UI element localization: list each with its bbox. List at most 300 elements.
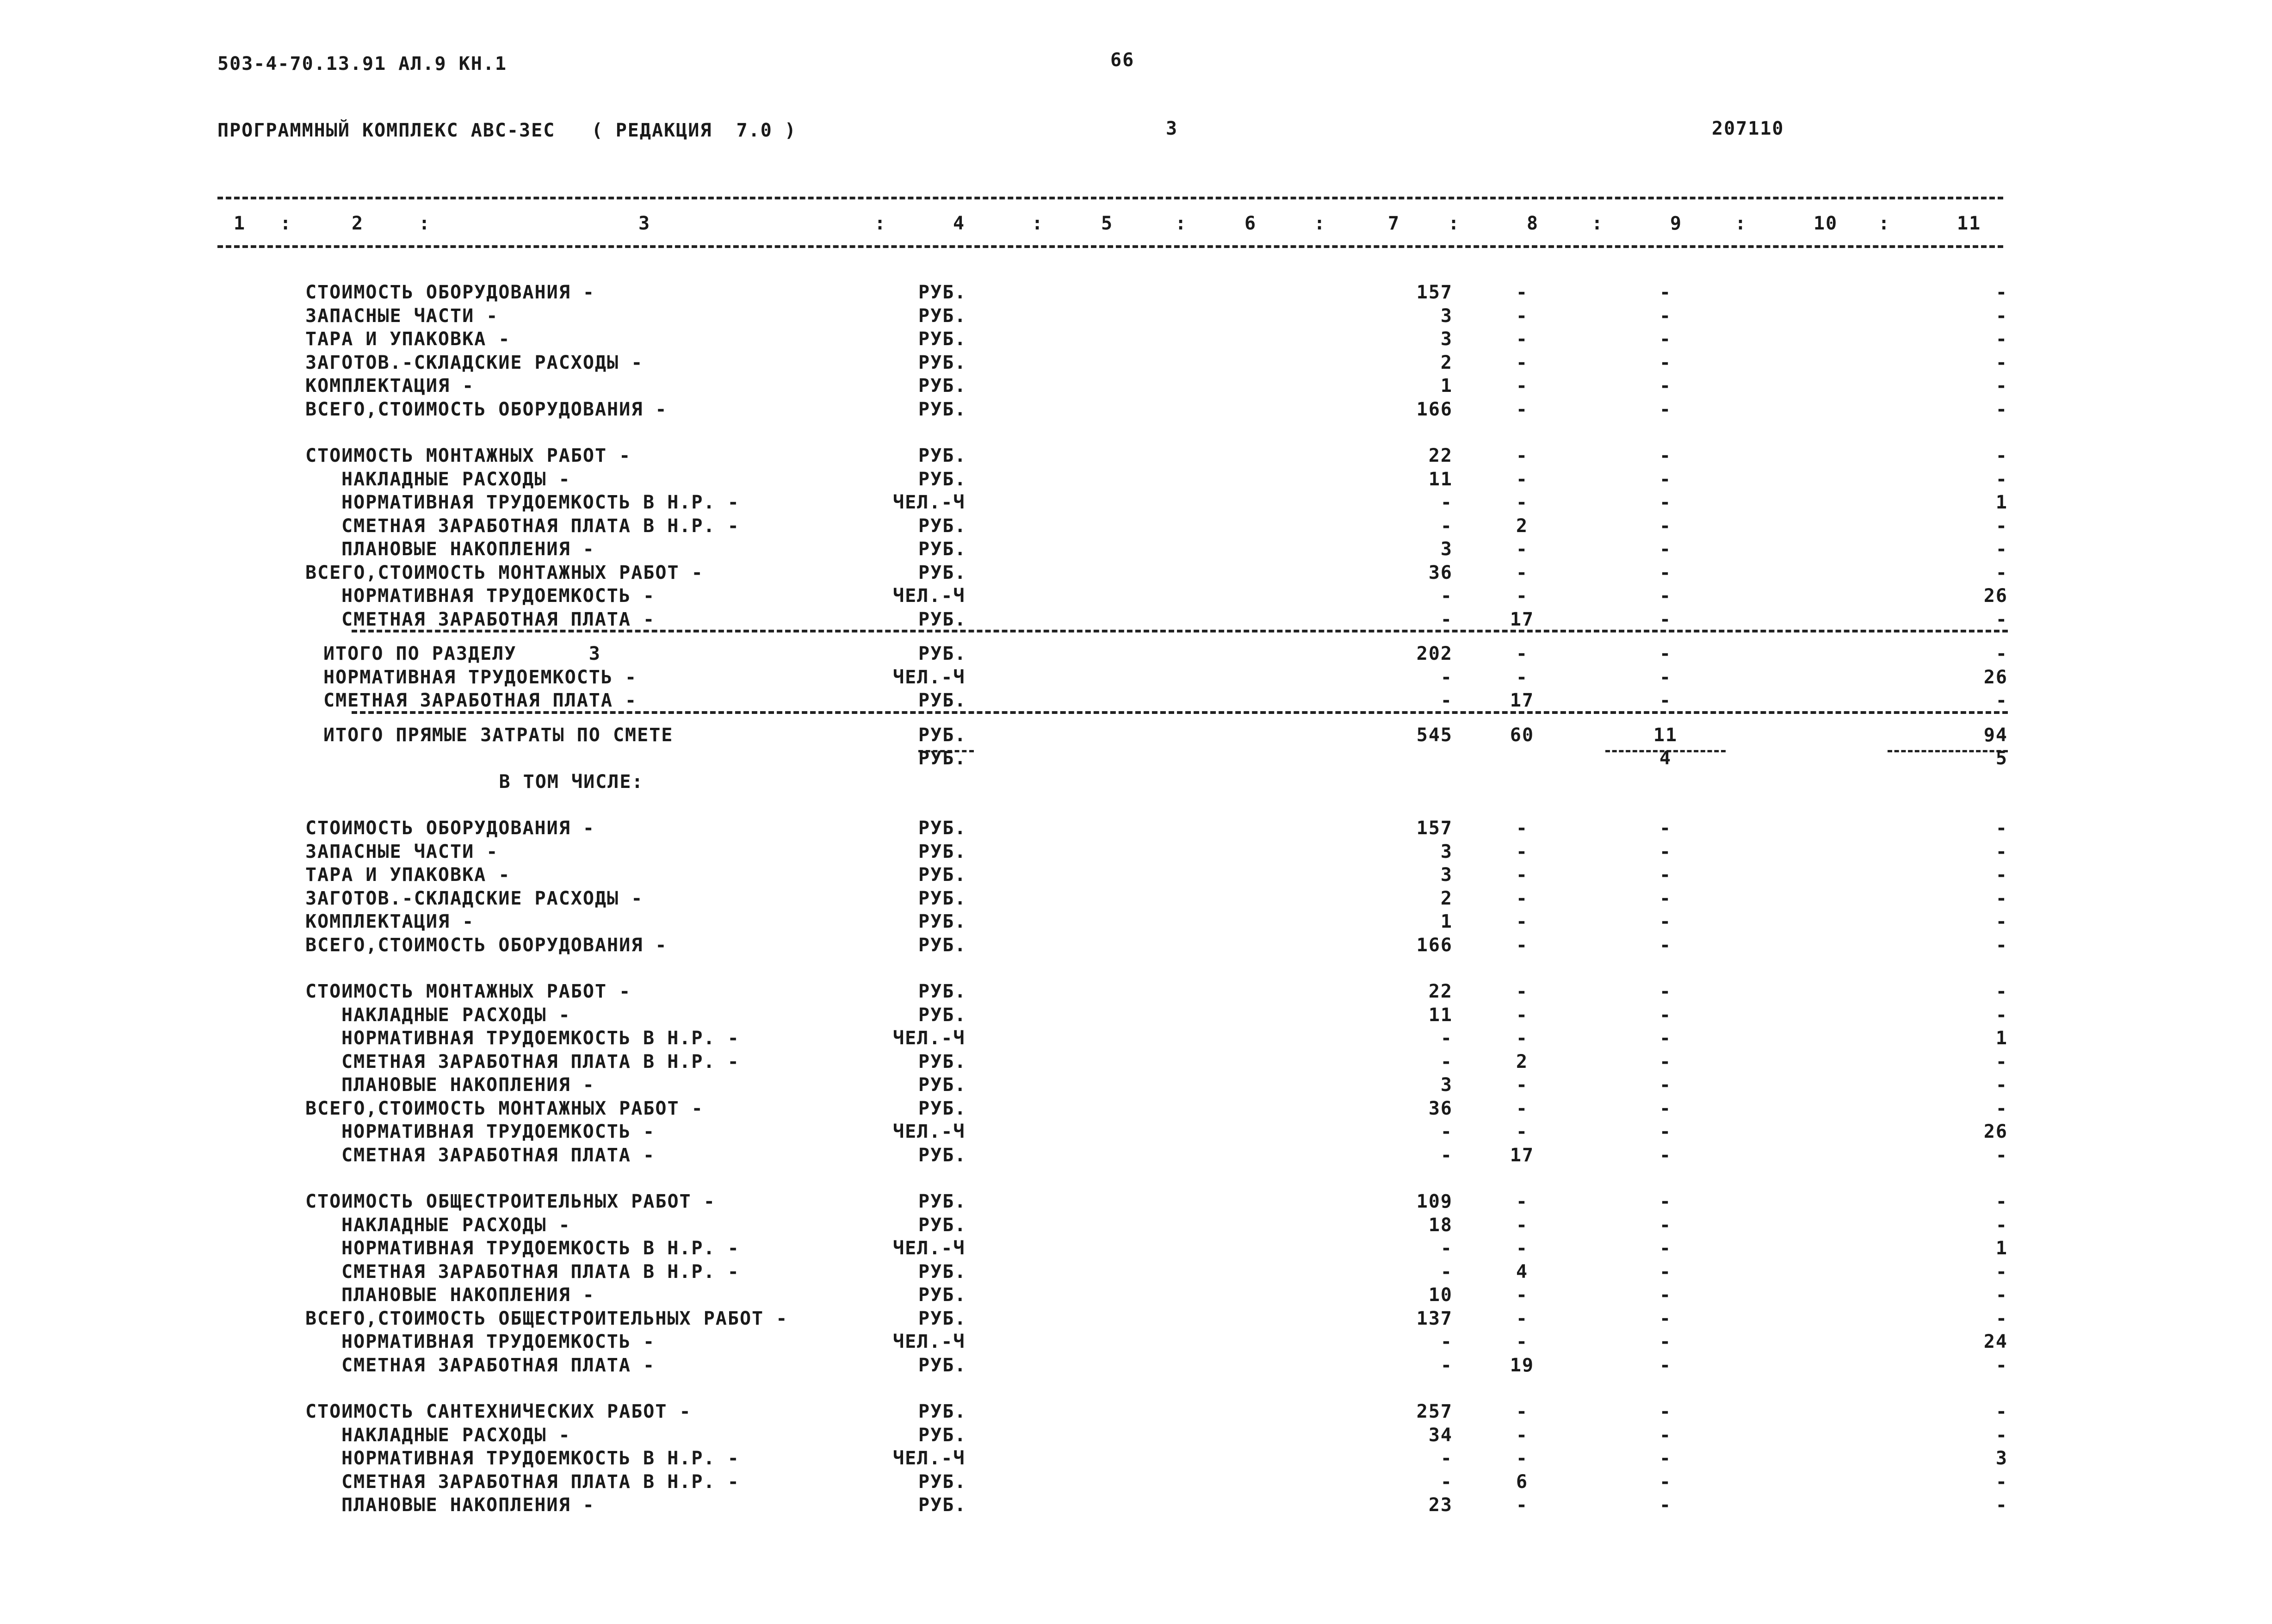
value-col11: - bbox=[1995, 887, 2008, 909]
row-label: ВСЕГО,СТОИМОСТЬ ОБОРУДОВАНИЯ - bbox=[305, 934, 668, 956]
row-label: КОМПЛЕКТАЦИЯ - bbox=[305, 911, 475, 932]
value-col7: 23 bbox=[1428, 1494, 1453, 1516]
row-unit: ЧЕЛ.-Ч bbox=[893, 1028, 966, 1049]
value-col11: 26 bbox=[1983, 1121, 2008, 1142]
row-unit: РУБ. bbox=[918, 1004, 967, 1026]
value-col11: - bbox=[1995, 690, 2008, 711]
row-label: ЗАПАСНЫЕ ЧАСТИ - bbox=[305, 841, 499, 862]
value-col7: - bbox=[1440, 1471, 1453, 1493]
value-col9: - bbox=[1659, 1354, 1672, 1376]
row-label: НАКЛАДНЫЕ РАСХОДЫ - bbox=[341, 1214, 571, 1236]
row-label: ТАРА И УПАКОВКА - bbox=[305, 864, 511, 886]
value-col8: - bbox=[1516, 911, 1529, 932]
value-col11: - bbox=[1995, 1214, 2008, 1236]
value-col9: 11 bbox=[1653, 724, 1678, 746]
row-label: НАКЛАДНЫЕ РАСХОДЫ - bbox=[341, 1004, 571, 1026]
row-unit: РУБ. bbox=[918, 1471, 967, 1493]
row-label: СТОИМОСТЬ МОНТАЖНЫХ РАБОТ - bbox=[305, 445, 631, 466]
value-col9: - bbox=[1659, 1424, 1672, 1446]
doc-code: 503-4-70.13.91 АЛ.9 КН.1 bbox=[217, 53, 507, 74]
row-label: НОРМАТИВНАЯ ТРУДОЕМКОСТЬ - bbox=[341, 585, 656, 607]
value-col11: - bbox=[1995, 841, 2008, 862]
column-number-11: 11 bbox=[1957, 213, 1981, 234]
value-col7: - bbox=[1440, 608, 1453, 630]
value-col9: - bbox=[1659, 398, 1672, 420]
value-col9: - bbox=[1659, 911, 1672, 932]
row-unit: РУБ. bbox=[918, 282, 967, 303]
row-label: КОМПЛЕКТАЦИЯ - bbox=[305, 375, 475, 397]
value-col7: 3 bbox=[1440, 329, 1453, 350]
value-col11: - bbox=[1995, 305, 2008, 327]
value-col11: - bbox=[1995, 1424, 2008, 1446]
value-col8: - bbox=[1516, 1284, 1529, 1306]
value-col11: 1 bbox=[1995, 492, 2008, 513]
value-col11: - bbox=[1995, 1051, 2008, 1072]
value-col8: 17 bbox=[1510, 690, 1535, 711]
column-number-10: 10 bbox=[1814, 213, 1838, 234]
value-col11: - bbox=[1995, 1144, 2008, 1166]
row-unit: РУБ. bbox=[918, 748, 967, 769]
value-col7: 257 bbox=[1416, 1401, 1453, 1422]
row-label: ВСЕГО,СТОИМОСТЬ МОНТАЖНЫХ РАБОТ - bbox=[305, 1097, 704, 1119]
value-col8: - bbox=[1516, 329, 1529, 350]
value-col7: 1 bbox=[1440, 911, 1453, 932]
value-col7: 202 bbox=[1416, 643, 1453, 664]
value-col9: - bbox=[1659, 1074, 1672, 1096]
value-col8: - bbox=[1516, 398, 1529, 420]
row-unit: РУБ. bbox=[918, 1354, 967, 1376]
value-col9: - bbox=[1659, 1448, 1672, 1469]
row-label: СТОИМОСТЬ САНТЕХНИЧЕСКИХ РАБОТ - bbox=[305, 1401, 692, 1422]
row-label: СМЕТНАЯ ЗАРАБОТНАЯ ПЛАТА В Н.Р. - bbox=[341, 515, 740, 537]
column-number-6: 6 bbox=[1244, 213, 1257, 234]
value-col7: 109 bbox=[1416, 1191, 1453, 1212]
value-col11: 5 bbox=[1995, 748, 2008, 769]
row-unit: РУБ. bbox=[918, 818, 967, 839]
row-label: ВСЕГО,СТОИМОСТЬ ОБЩЕСТРОИТЕЛЬНЫХ РАБОТ - bbox=[305, 1308, 788, 1329]
value-col8: - bbox=[1516, 818, 1529, 839]
column-number-1: 1 bbox=[234, 213, 246, 234]
value-col7: 166 bbox=[1416, 398, 1453, 420]
column-separator: : bbox=[1032, 213, 1044, 234]
row-label: ПЛАНОВЫЕ НАКОПЛЕНИЯ - bbox=[341, 1074, 595, 1096]
value-col7: - bbox=[1440, 1448, 1453, 1469]
value-col8: 6 bbox=[1516, 1471, 1529, 1493]
value-col7: 11 bbox=[1428, 1004, 1453, 1026]
row-label: СТОИМОСТЬ МОНТАЖНЫХ РАБОТ - bbox=[305, 981, 631, 1002]
value-col8: - bbox=[1516, 562, 1529, 583]
value-col8: - bbox=[1516, 585, 1529, 607]
row-unit: РУБ. bbox=[918, 1494, 967, 1516]
value-col11: - bbox=[1995, 398, 2008, 420]
value-col9: - bbox=[1659, 887, 1672, 909]
value-col9: - bbox=[1659, 643, 1672, 664]
column-number-2: 2 bbox=[352, 213, 364, 234]
row-label: ПЛАНОВЫЕ НАКОПЛЕНИЯ - bbox=[341, 1284, 595, 1306]
value-col9: 4 bbox=[1659, 748, 1672, 769]
row-label: СМЕТНАЯ ЗАРАБОТНАЯ ПЛАТА В Н.Р. - bbox=[341, 1261, 740, 1283]
row-unit: РУБ. bbox=[918, 934, 967, 956]
row-unit: РУБ. bbox=[918, 1074, 967, 1096]
row-label: СМЕТНАЯ ЗАРАБОТНАЯ ПЛАТА В Н.Р. - bbox=[341, 1051, 740, 1072]
value-col7: 157 bbox=[1416, 282, 1453, 303]
section-rule bbox=[352, 630, 2008, 632]
value-col11: - bbox=[1995, 1074, 2008, 1096]
value-col9: - bbox=[1659, 492, 1672, 513]
value-col8: - bbox=[1516, 981, 1529, 1002]
value-col9: - bbox=[1659, 1097, 1672, 1119]
value-col9: - bbox=[1659, 305, 1672, 327]
value-col8: - bbox=[1516, 864, 1529, 886]
value-col8: - bbox=[1516, 1238, 1529, 1259]
program-title: ПРОГРАММНЫЙ КОМПЛЕКС АВС-3ЕС ( РЕДАКЦИЯ 7.0 ) bbox=[217, 120, 797, 141]
value-col8: - bbox=[1516, 1004, 1529, 1026]
value-col7: 3 bbox=[1440, 539, 1453, 560]
column-separator: : bbox=[280, 213, 292, 234]
row-label: НОРМАТИВНАЯ ТРУДОЕМКОСТЬ В Н.Р. - bbox=[341, 1238, 740, 1259]
value-col11: - bbox=[1995, 329, 2008, 350]
value-col11: - bbox=[1995, 981, 2008, 1002]
row-unit: РУБ. bbox=[918, 981, 967, 1002]
section-number: 3 bbox=[1166, 118, 1178, 139]
value-col8: - bbox=[1516, 492, 1529, 513]
row-label: НОРМАТИВНАЯ ТРУДОЕМКОСТЬ - bbox=[323, 666, 638, 688]
row-unit: ЧЕЛ.-Ч bbox=[893, 492, 966, 513]
value-col9: - bbox=[1659, 934, 1672, 956]
value-col9: - bbox=[1659, 841, 1672, 862]
row-unit: РУБ. bbox=[918, 305, 967, 327]
row-unit: РУБ. bbox=[918, 445, 967, 466]
value-col9: - bbox=[1659, 1261, 1672, 1283]
row-label: ТАРА И УПАКОВКА - bbox=[305, 329, 511, 350]
value-col9: - bbox=[1659, 1051, 1672, 1072]
value-col11: 1 bbox=[1995, 1028, 2008, 1049]
value-col11: - bbox=[1995, 1401, 2008, 1422]
value-col8: - bbox=[1516, 352, 1529, 373]
column-number-5: 5 bbox=[1101, 213, 1114, 234]
value-col7: - bbox=[1440, 1028, 1453, 1049]
row-unit: РУБ. bbox=[918, 1097, 967, 1119]
value-col8: 4 bbox=[1516, 1261, 1529, 1283]
value-col11: - bbox=[1995, 911, 2008, 932]
value-col7: - bbox=[1440, 1121, 1453, 1142]
column-separator: : bbox=[1314, 213, 1326, 234]
value-col7: - bbox=[1440, 1354, 1453, 1376]
value-col9: - bbox=[1659, 282, 1672, 303]
value-col8: - bbox=[1516, 1494, 1529, 1516]
value-col9: - bbox=[1659, 666, 1672, 688]
row-unit: РУБ. bbox=[918, 539, 967, 560]
value-col8: - bbox=[1516, 1074, 1529, 1096]
column-separator: : bbox=[1175, 213, 1188, 234]
row-unit: ЧЕЛ.-Ч bbox=[893, 585, 966, 607]
value-col11: 94 bbox=[1983, 724, 2008, 746]
value-col8: 60 bbox=[1510, 724, 1535, 746]
doc-id: 207110 bbox=[1712, 118, 1784, 139]
value-col8: 19 bbox=[1510, 1354, 1535, 1376]
value-col7: 3 bbox=[1440, 841, 1453, 862]
row-unit: РУБ. bbox=[918, 1284, 967, 1306]
value-col7: 36 bbox=[1428, 562, 1453, 583]
value-col8: - bbox=[1516, 305, 1529, 327]
row-label: НАКЛАДНЫЕ РАСХОДЫ - bbox=[341, 468, 571, 490]
value-col11: - bbox=[1995, 1097, 2008, 1119]
value-col7: - bbox=[1440, 666, 1453, 688]
value-col7: 11 bbox=[1428, 468, 1453, 490]
value-col11: - bbox=[1995, 445, 2008, 466]
row-unit: РУБ. bbox=[918, 911, 967, 932]
row-label: ПЛАНОВЫЕ НАКОПЛЕНИЯ - bbox=[341, 1494, 595, 1516]
row-unit: РУБ. bbox=[918, 1051, 967, 1072]
value-col8: - bbox=[1516, 841, 1529, 862]
header-rule-bottom bbox=[217, 245, 2003, 248]
value-col11: - bbox=[1995, 352, 2008, 373]
row-label: СТОИМОСТЬ ОБОРУДОВАНИЯ - bbox=[305, 818, 595, 839]
value-col11: - bbox=[1995, 1261, 2008, 1283]
value-col11: - bbox=[1995, 1471, 2008, 1493]
value-col9: - bbox=[1659, 864, 1672, 886]
row-unit: РУБ. bbox=[918, 515, 967, 537]
row-unit: РУБ. bbox=[918, 352, 967, 373]
value-col8: - bbox=[1516, 468, 1529, 490]
value-col9: - bbox=[1659, 1331, 1672, 1352]
column-separator: : bbox=[419, 213, 431, 234]
row-unit: РУБ. bbox=[918, 608, 967, 630]
value-col7: 3 bbox=[1440, 1074, 1453, 1096]
row-unit: РУБ. bbox=[918, 1191, 967, 1212]
row-unit: ЧЕЛ.-Ч bbox=[893, 1238, 966, 1259]
value-col7: 10 bbox=[1428, 1284, 1453, 1306]
row-label: СМЕТНАЯ ЗАРАБОТНАЯ ПЛАТА - bbox=[341, 1144, 656, 1166]
row-unit: РУБ. bbox=[918, 887, 967, 909]
value-col8: - bbox=[1516, 666, 1529, 688]
column-number-9: 9 bbox=[1670, 213, 1683, 234]
value-col8: - bbox=[1516, 375, 1529, 397]
value-col7: 157 bbox=[1416, 818, 1453, 839]
value-col9: - bbox=[1659, 608, 1672, 630]
row-label: ПЛАНОВЫЕ НАКОПЛЕНИЯ - bbox=[341, 539, 595, 560]
value-col11: - bbox=[1995, 282, 2008, 303]
value-col9: - bbox=[1659, 818, 1672, 839]
value-col7: - bbox=[1440, 515, 1453, 537]
value-col11: - bbox=[1995, 1494, 2008, 1516]
value-col9: - bbox=[1659, 562, 1672, 583]
value-col8: - bbox=[1516, 1097, 1529, 1119]
value-col8: - bbox=[1516, 643, 1529, 664]
value-col8: - bbox=[1516, 1448, 1529, 1469]
row-unit: РУБ. bbox=[918, 398, 967, 420]
value-col8: - bbox=[1516, 1331, 1529, 1352]
row-unit: РУБ. bbox=[918, 1401, 967, 1422]
value-col8: - bbox=[1516, 1191, 1529, 1212]
value-col8: - bbox=[1516, 282, 1529, 303]
value-col8: - bbox=[1516, 1424, 1529, 1446]
row-label: НОРМАТИВНАЯ ТРУДОЕМКОСТЬ В Н.Р. - bbox=[341, 492, 740, 513]
row-label: ЗАГОТОВ.-СКЛАДСКИЕ РАСХОДЫ - bbox=[305, 887, 644, 909]
column-separator: : bbox=[874, 213, 887, 234]
value-col9: - bbox=[1659, 585, 1672, 607]
row-label: СТОИМОСТЬ ОБЩЕСТРОИТЕЛЬНЫХ РАБОТ - bbox=[305, 1191, 716, 1212]
value-col11: - bbox=[1995, 934, 2008, 956]
row-unit: РУБ. bbox=[918, 841, 967, 862]
value-col9: - bbox=[1659, 1028, 1672, 1049]
value-col7: 22 bbox=[1428, 445, 1453, 466]
column-number-7: 7 bbox=[1388, 213, 1400, 234]
column-number-8: 8 bbox=[1527, 213, 1539, 234]
row-label: В ТОМ ЧИСЛЕ: bbox=[499, 771, 644, 793]
value-col7: - bbox=[1440, 1331, 1453, 1352]
value-col11: 26 bbox=[1983, 666, 2008, 688]
value-col11: - bbox=[1995, 539, 2008, 560]
value-col9: - bbox=[1659, 515, 1672, 537]
row-unit: РУБ. bbox=[918, 1144, 967, 1166]
section-rule bbox=[352, 711, 2008, 714]
value-col9: - bbox=[1659, 1191, 1672, 1212]
value-col8: - bbox=[1516, 539, 1529, 560]
value-col8: - bbox=[1516, 1308, 1529, 1329]
value-col8: - bbox=[1516, 1401, 1529, 1422]
value-col7: - bbox=[1440, 585, 1453, 607]
value-col11: 24 bbox=[1983, 1331, 2008, 1352]
row-label: СМЕТНАЯ ЗАРАБОТНАЯ ПЛАТА В Н.Р. - bbox=[341, 1471, 740, 1493]
value-col8: 2 bbox=[1516, 515, 1529, 537]
row-unit: РУБ. bbox=[918, 375, 967, 397]
value-col7: 18 bbox=[1428, 1214, 1453, 1236]
row-unit: РУБ. bbox=[918, 562, 967, 583]
value-col7: 137 bbox=[1416, 1308, 1453, 1329]
value-col7: 2 bbox=[1440, 352, 1453, 373]
value-col9: - bbox=[1659, 1401, 1672, 1422]
value-col11: - bbox=[1995, 562, 2008, 583]
value-col9: - bbox=[1659, 1471, 1672, 1493]
row-unit: РУБ. bbox=[918, 1261, 967, 1283]
row-unit: РУБ. bbox=[918, 690, 967, 711]
value-col7: 22 bbox=[1428, 981, 1453, 1002]
value-col9: - bbox=[1659, 1144, 1672, 1166]
value-col9: - bbox=[1659, 981, 1672, 1002]
value-col9: - bbox=[1659, 1494, 1672, 1516]
row-unit: РУБ. bbox=[918, 468, 967, 490]
column-separator: : bbox=[1878, 213, 1891, 234]
value-col8: - bbox=[1516, 934, 1529, 956]
row-unit: РУБ. bbox=[918, 1308, 967, 1329]
value-col9: - bbox=[1659, 1284, 1672, 1306]
value-col7: 36 bbox=[1428, 1097, 1453, 1119]
value-col7: - bbox=[1440, 1051, 1453, 1072]
value-col8: 17 bbox=[1510, 608, 1535, 630]
value-col11: - bbox=[1995, 643, 2008, 664]
row-label: ВСЕГО,СТОИМОСТЬ МОНТАЖНЫХ РАБОТ - bbox=[305, 562, 704, 583]
value-col7: 3 bbox=[1440, 864, 1453, 886]
value-col8: - bbox=[1516, 1028, 1529, 1049]
value-col11: - bbox=[1995, 468, 2008, 490]
page-number: 66 bbox=[1110, 50, 1135, 71]
value-col9: - bbox=[1659, 539, 1672, 560]
value-col11: 1 bbox=[1995, 1238, 2008, 1259]
value-col11: - bbox=[1995, 1004, 2008, 1026]
row-label: НАКЛАДНЫЕ РАСХОДЫ - bbox=[341, 1424, 571, 1446]
row-unit: РУБ. bbox=[918, 1424, 967, 1446]
row-label: СМЕТНАЯ ЗАРАБОТНАЯ ПЛАТА - bbox=[341, 608, 656, 630]
value-col11: - bbox=[1995, 515, 2008, 537]
row-label: СМЕТНАЯ ЗАРАБОТНАЯ ПЛАТА - bbox=[323, 690, 638, 711]
row-unit: ЧЕЛ.-Ч bbox=[893, 1448, 966, 1469]
value-col9: - bbox=[1659, 1214, 1672, 1236]
row-unit: РУБ. bbox=[918, 864, 967, 886]
row-label: ЗАГОТОВ.-СКЛАДСКИЕ РАСХОДЫ - bbox=[305, 352, 644, 373]
row-label: НОРМАТИВНАЯ ТРУДОЕМКОСТЬ - bbox=[341, 1331, 656, 1352]
value-col8: - bbox=[1516, 1121, 1529, 1142]
value-col7: - bbox=[1440, 1261, 1453, 1283]
value-col7: - bbox=[1440, 690, 1453, 711]
value-col9: - bbox=[1659, 1121, 1672, 1142]
value-col7: - bbox=[1440, 1238, 1453, 1259]
row-label: ИТОГО ПО РАЗДЕЛУ 3 bbox=[323, 643, 601, 664]
value-col9: - bbox=[1659, 375, 1672, 397]
value-col9: - bbox=[1659, 690, 1672, 711]
value-col11: - bbox=[1995, 1354, 2008, 1376]
value-col9: - bbox=[1659, 445, 1672, 466]
column-separator: : bbox=[1591, 213, 1604, 234]
value-col7: 1 bbox=[1440, 375, 1453, 397]
value-col8: - bbox=[1516, 887, 1529, 909]
value-col9: - bbox=[1659, 329, 1672, 350]
value-col11: - bbox=[1995, 1284, 2008, 1306]
column-separator: : bbox=[1735, 213, 1747, 234]
column-number-4: 4 bbox=[953, 213, 966, 234]
row-label: СТОИМОСТЬ ОБОРУДОВАНИЯ - bbox=[305, 282, 595, 303]
value-col8: - bbox=[1516, 445, 1529, 466]
value-col8: 17 bbox=[1510, 1144, 1535, 1166]
row-label: НОРМАТИВНАЯ ТРУДОЕМКОСТЬ В Н.Р. - bbox=[341, 1448, 740, 1469]
value-col9: - bbox=[1659, 468, 1672, 490]
value-col7: 166 bbox=[1416, 934, 1453, 956]
row-label: НОРМАТИВНАЯ ТРУДОЕМКОСТЬ В Н.Р. - bbox=[341, 1028, 740, 1049]
column-number-3: 3 bbox=[638, 213, 651, 234]
value-col11: - bbox=[1995, 818, 2008, 839]
value-col11: - bbox=[1995, 375, 2008, 397]
row-unit: РУБ. bbox=[918, 724, 967, 746]
row-unit: ЧЕЛ.-Ч bbox=[893, 666, 966, 688]
value-col7: 545 bbox=[1416, 724, 1453, 746]
value-col7: - bbox=[1440, 492, 1453, 513]
row-label: ВСЕГО,СТОИМОСТЬ ОБОРУДОВАНИЯ - bbox=[305, 398, 668, 420]
row-unit: РУБ. bbox=[918, 329, 967, 350]
row-unit: РУБ. bbox=[918, 643, 967, 664]
row-unit: РУБ. bbox=[918, 1214, 967, 1236]
value-col11: 26 bbox=[1983, 585, 2008, 607]
value-col9: - bbox=[1659, 1308, 1672, 1329]
row-label: СМЕТНАЯ ЗАРАБОТНАЯ ПЛАТА - bbox=[341, 1354, 656, 1376]
value-col7: 2 bbox=[1440, 887, 1453, 909]
value-col11: - bbox=[1995, 608, 2008, 630]
value-col11: - bbox=[1995, 864, 2008, 886]
header-rule-top bbox=[217, 197, 2003, 199]
value-col8: - bbox=[1516, 1214, 1529, 1236]
row-label: НОРМАТИВНАЯ ТРУДОЕМКОСТЬ - bbox=[341, 1121, 656, 1142]
value-col11: 3 bbox=[1995, 1448, 2008, 1469]
value-col11: - bbox=[1995, 1308, 2008, 1329]
column-separator: : bbox=[1448, 213, 1461, 234]
value-col8: 2 bbox=[1516, 1051, 1529, 1072]
row-unit: ЧЕЛ.-Ч bbox=[893, 1121, 966, 1142]
value-col9: - bbox=[1659, 1004, 1672, 1026]
value-col11: - bbox=[1995, 1191, 2008, 1212]
row-label: ЗАПАСНЫЕ ЧАСТИ - bbox=[305, 305, 499, 327]
value-col7: - bbox=[1440, 1144, 1453, 1166]
value-col7: 34 bbox=[1428, 1424, 1453, 1446]
value-col9: - bbox=[1659, 1238, 1672, 1259]
